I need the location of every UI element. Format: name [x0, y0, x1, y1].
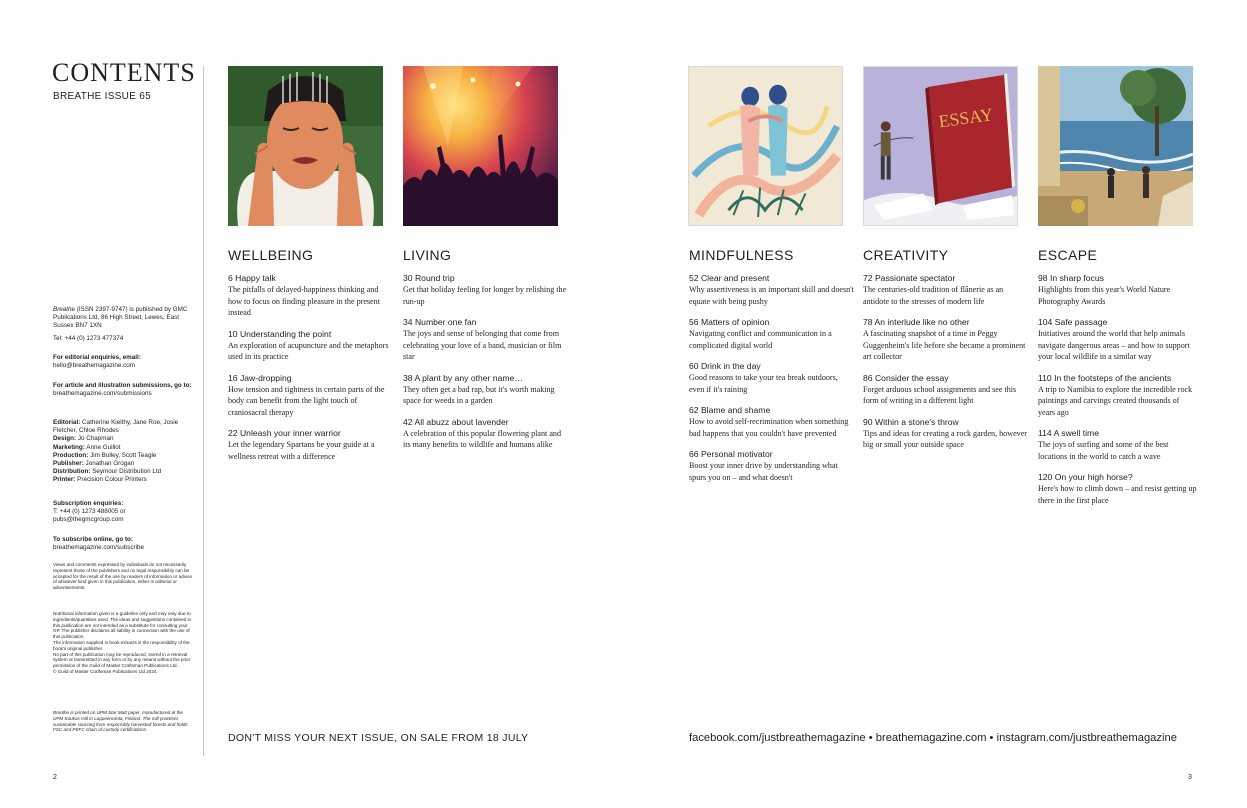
entry-desc: How to avoid self-recrimination when something bad happens that you couldn't have prevented [689, 417, 849, 438]
next-issue-notice: DON'T MISS YOUR NEXT ISSUE, ON SALE FROM 18 JULY [228, 732, 529, 744]
entry-title: An interlude like no other [874, 317, 970, 327]
credit-line [53, 468, 193, 476]
page-title: CONTENTS [52, 58, 196, 87]
credit-role: Distribution: [53, 468, 91, 476]
submissions-label: For article and illustration submissions, go to: [53, 382, 192, 389]
entry-heading [863, 373, 1028, 384]
editorial-label: For editorial enquiries, email: [53, 354, 141, 361]
toc-entry[interactable] [863, 317, 1028, 363]
toc-entry[interactable] [228, 273, 393, 319]
entry-desc: The joys of surfing and some of the best locations in the world to catch a wave [1038, 440, 1169, 461]
section-title: WELLBEING [228, 247, 314, 263]
imprint-paper [53, 710, 193, 733]
editorial-email[interactable]: hello@breathemagazine.com [53, 362, 136, 370]
credit-line [53, 476, 193, 484]
entry-desc: A fascinating snapshot of a time in Peggy Guggenheim's life before she became a prominent art collector [863, 329, 1026, 361]
wellbeing-thumbnail [228, 66, 383, 226]
entry-heading [689, 273, 854, 284]
credit-names: Jim Bulley, Scott Teagle [90, 451, 157, 459]
entry-page: 72 [863, 273, 873, 283]
entry-title: Number one fan [414, 317, 477, 327]
credit-role: Marketing: [53, 443, 85, 451]
entry-desc: Initiatives around the world that help animals navigate dangerous areas – and how to support your local wildlife in a similar way [1038, 329, 1190, 361]
imprint-magazine-name: Breathe [53, 306, 76, 313]
paper-note: Breathe is printed on UPM Star Matt paper, manufactured at the UPM Kaukas mill in Lappeenranta, Finland. The mill practises sustainable sourcing from responsibly harvested forests and holds FSC and PEFC chain of custody certifications. [53, 710, 188, 733]
page-number-left: 2 [53, 774, 57, 781]
social-links[interactable]: facebook.com/justbreathemagazine • breathemagazine.com • instagram.com/justbreathemagazine [689, 732, 1177, 744]
surfing-beach-collage [1038, 66, 1193, 226]
entry-page: 90 [863, 416, 873, 427]
entry-heading [1038, 472, 1198, 483]
toc-entry[interactable] [863, 417, 1028, 451]
entry-title: Happy talk [235, 273, 276, 283]
entry-page: 42 [403, 416, 413, 427]
submissions-url[interactable]: breathemagazine.com/submissions [53, 390, 152, 398]
entry-page: 60 [689, 361, 699, 371]
entry-heading [228, 273, 393, 284]
section-mindfulness [689, 247, 854, 493]
entry-heading [403, 373, 568, 384]
entry-heading [863, 417, 1028, 428]
entry-desc: A trip to Namibia to explore the incredible rock paintings and carvings created thousands of years ago [1038, 384, 1193, 417]
entry-page: 52 [689, 273, 699, 283]
reproduction-note: No part of this publication may be reproduced, stored in a retrieval system or transmitted in any form or by any means without the prior permission of the Guild of Master Craftsman Publications Ltd. [53, 651, 191, 669]
entry-desc: The joys and sense of belonging that come from celebrating your love of a band, musician or film star [403, 329, 562, 361]
section-title: CREATIVITY [863, 247, 949, 263]
imprint-subscribe-online [53, 536, 193, 552]
column-divider [203, 66, 204, 756]
entry-title: Round trip [414, 273, 455, 283]
imprint-submissions [53, 382, 193, 398]
entry-page: 104 [1038, 317, 1053, 327]
essay-book-illustration [864, 67, 1017, 225]
embracing-figures-illustration [689, 67, 842, 225]
entry-desc: The centuries-old tradition of flânerie as an antidote to the stresses of modern life [863, 285, 1004, 306]
credit-names: Jo Chapman [77, 435, 114, 443]
entry-title: A swell time [1053, 428, 1099, 438]
entry-heading [1038, 373, 1198, 384]
section-wellbeing [228, 247, 393, 472]
entry-page: 110 [1038, 372, 1052, 383]
entry-title: Blame and shame [700, 405, 771, 415]
entry-title: Understanding the point [239, 328, 332, 339]
entry-page: 22 [228, 428, 238, 438]
section-title: MINDFULNESS [689, 247, 794, 263]
entry-page: 16 [228, 372, 238, 383]
entry-page: 34 [403, 317, 413, 327]
entry-title: All abuzz about lavender [414, 416, 509, 427]
toc-entry[interactable] [228, 373, 393, 419]
nutrition-note: Nutritional information given is a guideline only and may vary due to ingredients/quantities used. The ideas and suggestions contained in this publication are not intended as a substitute for consulting your GP. The publisher disclaims all liability in connection with the use of this publication. [53, 611, 192, 640]
toc-entry[interactable] [1038, 273, 1198, 307]
entry-desc: An exploration of acupuncture and the metaphors used in its practice [228, 340, 389, 361]
subscribe-url[interactable]: breathemagazine.com/subscribe [53, 544, 145, 552]
toc-entry[interactable] [403, 417, 568, 451]
toc-entry[interactable] [689, 405, 854, 439]
entry-heading [689, 405, 854, 416]
toc-entry[interactable] [1038, 373, 1198, 419]
entry-desc: Boost your inner drive by understanding what spurs you on – and what doesn't [689, 461, 838, 482]
imprint-subscriptions [53, 500, 193, 525]
entry-heading [689, 317, 854, 328]
entry-heading [689, 361, 854, 372]
credit-role: Publisher: [53, 460, 84, 468]
entry-title: Clear and present [700, 273, 770, 283]
section-creativity [863, 247, 1028, 461]
entry-page: 56 [689, 317, 699, 327]
entry-page: 10 [228, 328, 238, 339]
entry-desc: The pitfalls of delayed-happiness thinking and how to focus on finding pleasure in the present instead [228, 285, 380, 317]
concert-crowd-photo [403, 66, 558, 226]
section-title: ESCAPE [1038, 247, 1098, 263]
credit-line [53, 460, 193, 468]
entry-desc: How tension and tightness in certain parts of the body can benefit from the light touch of craniosacral therapy [228, 384, 385, 417]
credit-role: Editorial: [53, 419, 81, 426]
toc-entry[interactable] [1038, 472, 1198, 506]
entry-desc: Let the legendary Spartans be your guide at a wellness retreat with a difference [228, 440, 375, 461]
entry-heading [1038, 273, 1198, 284]
subscription-email[interactable]: pubs@thegmcgroup.com [53, 516, 124, 524]
subscription-label: Subscription enquiries: [53, 500, 124, 507]
entry-title: Matters of opinion [700, 317, 770, 327]
entry-heading [863, 317, 1028, 328]
imprint-credits [53, 419, 193, 485]
book-extracts-note: The information supplied in book extracts is the responsibility of the book's original publisher. [53, 639, 190, 651]
entry-heading [228, 428, 393, 439]
entry-page: 6 [228, 273, 233, 283]
credit-line [53, 419, 193, 435]
credit-line [53, 452, 193, 460]
entry-desc: Here's how to climb down – and resist getting up there in the first place [1038, 484, 1197, 505]
entry-page: 98 [1038, 273, 1048, 283]
entry-heading [403, 273, 568, 284]
entry-page: 62 [689, 405, 699, 415]
entry-title: On your high horse? [1054, 472, 1133, 482]
entry-desc: A celebration of this popular flowering plant and its many benefits to wildlife and humans alike [403, 428, 562, 449]
entry-heading [863, 273, 1028, 284]
toc-entry[interactable] [689, 273, 854, 307]
issue-label: BREATHE ISSUE 65 [53, 91, 151, 102]
entry-heading [1038, 317, 1198, 328]
credit-role: Printer: [53, 476, 76, 484]
entry-title: A plant by any other name… [414, 372, 523, 383]
subscribe-label: To subscribe online, go to: [53, 536, 133, 543]
credit-names: Anne Guillot [86, 443, 121, 451]
entry-page: 120 [1038, 472, 1053, 482]
entry-page: 78 [863, 317, 873, 327]
imprint-publisher [53, 306, 193, 331]
toc-entry[interactable] [228, 428, 393, 462]
section-living [403, 247, 568, 461]
imprint-publisher-line: (ISSN 2397-9747) is published by GMC Publications Ltd, 86 High Street, Lewes, East Sussex BN7 1XN [53, 306, 188, 330]
entry-heading [403, 317, 568, 328]
credit-names: Catherine Kielthy, Jane Roe, Josie Fletcher, Chloe Rhodes [53, 419, 179, 435]
entry-desc: Get that holiday feeling for longer by relishing the run-up [403, 285, 567, 306]
entry-title: Drink in the day [700, 361, 761, 371]
entry-title: In the footsteps of the ancients [1054, 372, 1172, 383]
entry-title: Safe passage [1054, 317, 1108, 327]
entry-heading [403, 417, 568, 428]
creativity-thumbnail [863, 66, 1018, 226]
credit-names: Seymour Distribution Ltd [92, 468, 162, 476]
entry-page: 38 [403, 372, 413, 383]
entry-desc: Highlights from this year's World Nature Photography Awards [1038, 285, 1171, 306]
toc-entry[interactable] [689, 317, 854, 351]
subscription-tel: T: +44 (0) 1273 488005 or [53, 508, 126, 516]
entry-heading [689, 449, 854, 460]
toc-entry[interactable] [689, 361, 854, 395]
entry-title: Passionate spectator [874, 273, 956, 283]
entry-heading [1038, 428, 1198, 439]
entry-desc: Navigating conflict and communication in a complicated digital world [689, 329, 832, 350]
entry-page: 66 [689, 449, 699, 459]
credit-names: Jonathan Grogan [85, 460, 135, 468]
imprint-tel: Tel: +44 (0) 1273 477374 [53, 335, 124, 342]
entry-desc: Good reasons to take your tea break outdoors, even if it's raining [689, 373, 838, 394]
toc-entry[interactable] [689, 449, 854, 483]
entry-page: 114 [1038, 428, 1052, 438]
entry-title: Jaw-dropping [239, 372, 292, 383]
credit-role: Design: [53, 435, 77, 443]
entry-heading [228, 373, 393, 384]
toc-entry[interactable] [403, 273, 568, 307]
entry-title: Consider the essay [874, 372, 949, 383]
imprint-disclaimer: Views and comments expressed by individuals do not necessarily represent those of the publishers and no legal responsibility can be accepted for the result of the use by readers of information or advice of whatever kind given in this publication, either in editorial or advertisements. [53, 562, 192, 591]
toc-entry[interactable] [863, 373, 1028, 407]
meditating-woman-illustration [228, 66, 383, 226]
entry-page: 30 [403, 273, 413, 283]
entry-desc: They often get a bad rap, but it's worth making space for weeds in a garden [403, 384, 555, 405]
imprint-editorial [53, 354, 193, 370]
entry-title: In sharp focus [1049, 273, 1104, 283]
entry-desc: Forget arduous school assignments and see this form of writing in a different light [863, 384, 1017, 405]
entry-page: 86 [863, 372, 873, 383]
copyright-note: © Guild of Master Craftsman Publications Ltd 2024. [53, 668, 158, 674]
living-thumbnail [403, 66, 558, 226]
section-title: LIVING [403, 247, 452, 263]
imprint-nutrition [53, 611, 193, 675]
entry-desc: Tips and ideas for creating a rock garden, however big or small your outside space [863, 428, 1027, 449]
credit-line [53, 444, 193, 452]
toc-entry[interactable] [403, 317, 568, 363]
toc-entry[interactable] [863, 273, 1028, 307]
entry-heading [228, 329, 393, 340]
toc-entry[interactable] [228, 329, 393, 363]
entry-desc: Why assertiveness is an important skill and doesn't equate with being pushy [689, 285, 854, 306]
section-escape [1038, 247, 1198, 516]
toc-entry[interactable] [403, 373, 568, 407]
book-title-text: ESSAY [937, 104, 995, 132]
toc-entry[interactable] [1038, 317, 1198, 363]
escape-thumbnail [1038, 66, 1193, 226]
toc-entry[interactable] [1038, 428, 1198, 462]
entry-title: Unleash your inner warrior [239, 428, 341, 438]
mindfulness-thumbnail [688, 66, 843, 226]
page-number-right: 3 [1188, 774, 1192, 781]
entry-title: Within a stone's throw [874, 416, 959, 427]
entry-title: Personal motivator [700, 449, 773, 459]
credit-line [53, 435, 193, 443]
credit-names: Precision Colour Printers [77, 476, 147, 484]
credit-role: Production: [53, 451, 89, 459]
